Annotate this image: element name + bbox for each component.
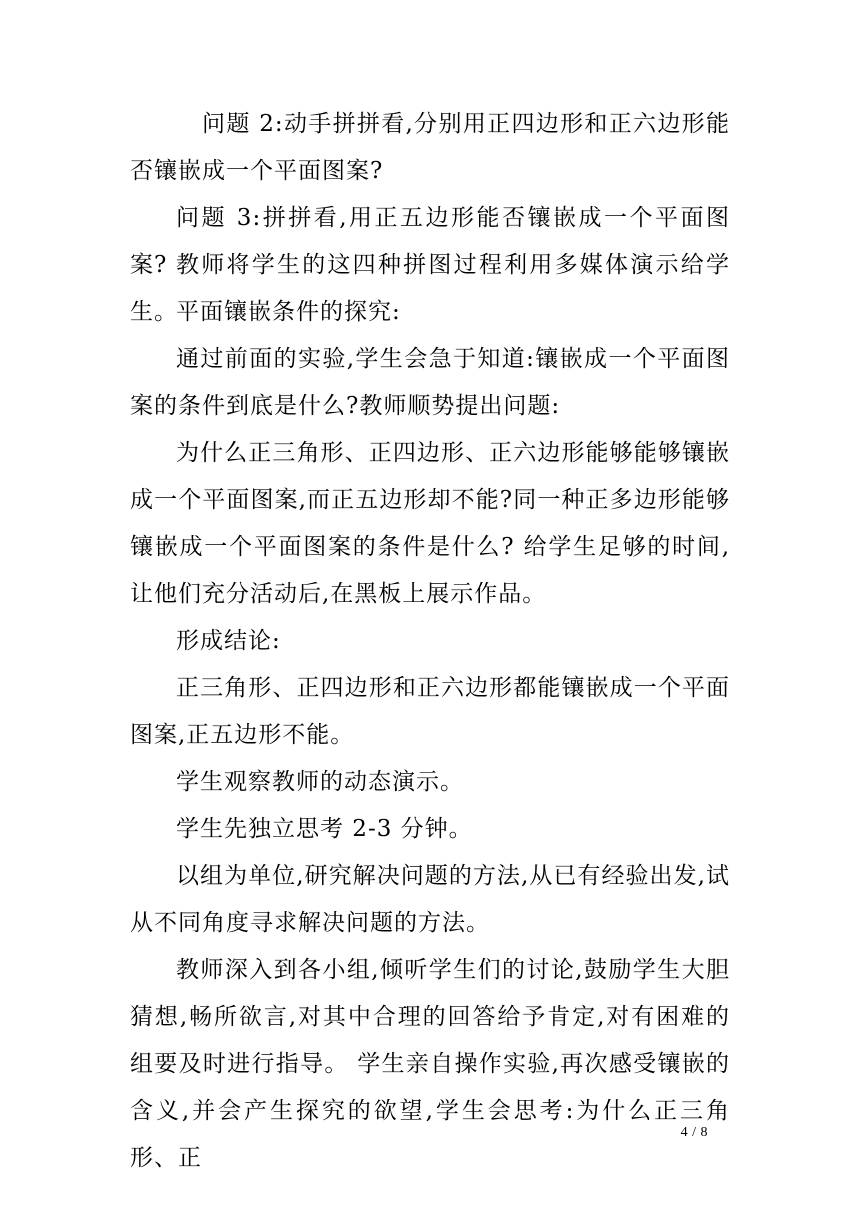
paragraph-problem-3: 问题 3:拼拼看,用正五边形能否镶嵌成一个平面图案? — [130, 205, 730, 278]
page-number: 4 / 8 — [680, 1125, 708, 1140]
paragraph-group-work: 以组为单位,研究解决问题的方法,从已有经验出发,试从不同角度寻求解决问题的方法。 — [130, 863, 730, 936]
paragraph-teacher-guidance: 教师深入到各小组,倾听学生们的讨论,鼓励学生大胆猜想,畅所欲言,对其中合理的回答给予肯定,对有困难的组要及时进行指导。 学生亲自操作实验,再次感受镶嵌的含义,并会产生探究的欲望,学生会思考:为什么正三角形、正 — [130, 957, 730, 1171]
paragraph-teacher-demo: 教师将学生的这四种拼图过程利用多媒体演示给学生。 — [130, 252, 730, 325]
paragraph-observe: 学生观察教师的动态演示。 — [176, 769, 464, 795]
paragraph-conclusion-heading: 形成结论: — [176, 628, 281, 654]
paragraph-experiment-question: 通过前面的实验,学生会急于知道:镶嵌成一个平面图案的条件到底是什么?教师顺势提出问题: — [130, 346, 730, 419]
paragraph-problem-2: 问题 2:动手拼拼看,分别用正四边形和正六边形能否镶嵌成一个平面图案? — [130, 111, 730, 184]
paragraph-conclusion: 正三角形、正四边形和正六边形都能镶嵌成一个平面图案,正五边形不能。 — [130, 675, 730, 748]
paragraph-why-question: 为什么正三角形、正四边形、正六边形能够能够镶嵌成一个平面图案,而正五边形却不能?同一种正多边形能够镶嵌成一个平面图案的条件是什么? 给学生足够的时间,让他们充分活动后,在黑板上展示作品。 — [130, 440, 730, 607]
paragraph-section-heading: 平面镶嵌条件的探究: — [176, 299, 401, 325]
paragraph-think: 学生先独立思考 2-3 分钟。 — [176, 816, 473, 842]
